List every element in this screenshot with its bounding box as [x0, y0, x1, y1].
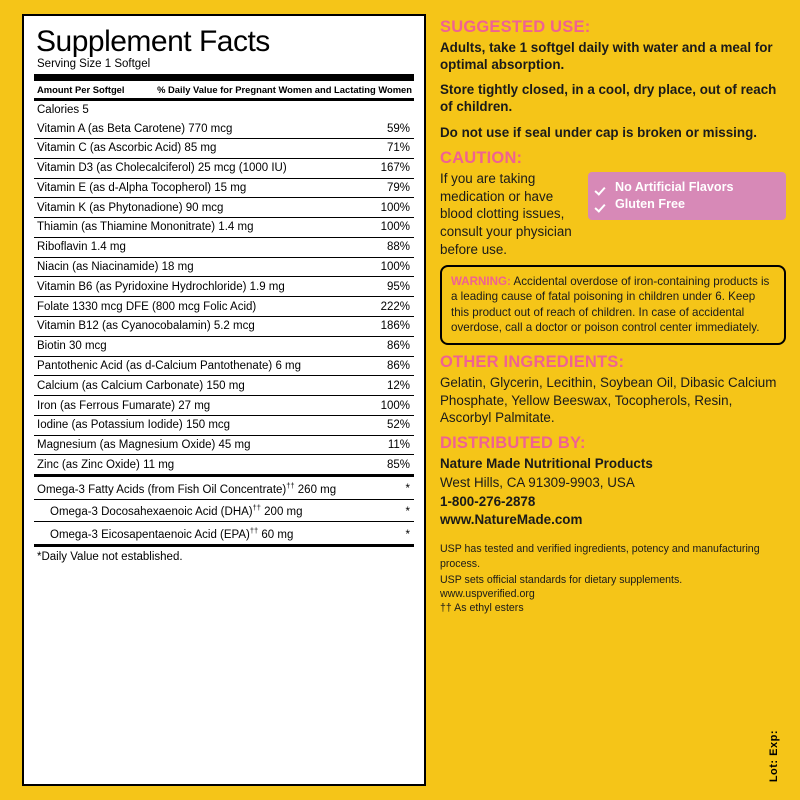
phone-number[interactable]: 1-800-276-2878 [440, 493, 536, 509]
nutrient-name: Pantothenic Acid (as d-Calcium Pantothenate) 6 mg [34, 356, 361, 376]
table-row [34, 415, 414, 435]
nutrient-name: Vitamin D3 (as Cholecalciferol) 25 mcg (1000 IU) [34, 158, 361, 178]
omega-name: Omega-3 Eicosapentaenoic Acid (EPA)†† 60 mg [34, 522, 361, 544]
nutrient-name: Vitamin K (as Phytonadione) 90 mcg [34, 198, 361, 218]
table-row [34, 198, 414, 218]
amount-header: Amount Per Softgel [37, 84, 125, 96]
caution-block [440, 170, 786, 259]
divider-thick [34, 74, 414, 81]
nutrient-table [34, 119, 414, 474]
calories-row: Calories 5 [37, 104, 89, 117]
nutrient-name: Vitamin E (as d-Alpha Tocopherol) 15 mg [34, 178, 361, 198]
omega-daily-value: * [361, 522, 414, 544]
serving-size: Serving Size 1 Softgel [37, 58, 151, 71]
nutrient-name: Vitamin B6 (as Pyridoxine Hydrochloride) 1.9 mg [34, 277, 361, 297]
nutrient-daily-value: 186% [361, 317, 414, 337]
suggested-use-heading: SUGGESTED USE: [440, 18, 591, 36]
table-row [34, 178, 414, 198]
table-row [34, 257, 414, 277]
table-row [34, 376, 414, 396]
table-row [34, 336, 414, 356]
ethyl-esters-note: †† As ethyl esters [440, 602, 524, 615]
nutrient-name: Iron (as Ferrous Fumarate) 27 mg [34, 396, 361, 416]
lot-label: Lot: [768, 759, 781, 782]
table-header-row [34, 81, 414, 98]
page-title: Supplement Facts [36, 25, 270, 58]
caution-text: If you are taking medication or have blood clotting issues, consult your physician before use. [440, 170, 572, 258]
table-row [34, 455, 414, 474]
suggested-use-text: Adults, take 1 softgel daily with water and a meal for optimal absorption. [440, 40, 773, 73]
distributed-by-heading: DISTRIBUTED BY: [440, 434, 586, 453]
table-row [34, 119, 414, 138]
omega-name: Omega-3 Fatty Acids (from Fish Oil Concentrate)†† 260 mg [37, 480, 337, 496]
table-row [34, 218, 414, 238]
badge-line-2 [596, 196, 776, 213]
nutrient-daily-value: 86% [361, 336, 414, 356]
distributor-name: Nature Made Nutritional Products [440, 456, 653, 472]
nutrient-daily-value: 100% [361, 198, 414, 218]
table-row [34, 138, 414, 158]
table-row [34, 317, 414, 337]
omega-name: Omega-3 Docosahexaenoic Acid (DHA)†† 200 mg [34, 499, 361, 522]
usp-text-1: USP has tested and verified ingredients, potency and manufacturing process. [440, 543, 760, 570]
daily-value-header: % Daily Value for Pregnant Women and Lactating Women [157, 84, 412, 96]
usp-text-2: USP sets official standards for dietary supplements. [440, 573, 683, 586]
table-row [34, 356, 414, 376]
website-link[interactable]: www.NatureMade.com [440, 512, 583, 528]
omega-daily-value: * [405, 483, 410, 496]
nutrient-daily-value: 100% [361, 257, 414, 277]
table-row [34, 297, 414, 317]
nutrient-name: Calcium (as Calcium Carbonate) 150 mg [34, 376, 361, 396]
omega-table [34, 477, 414, 544]
lot-exp-block [766, 730, 784, 782]
table-row [34, 435, 414, 455]
nutrient-daily-value: 85% [361, 455, 414, 474]
warning-text: Accidental overdose of iron-containing products is a leading cause of fatal poisoning in children under 6. Keep this product out of reach of children. In case of accidental overdose, call a doctor or poison control center immediately. [451, 274, 770, 334]
badge-label-gluten-free: Gluten Free [615, 196, 685, 211]
other-ingredients-text: Gelatin, Glycerin, Lecithin, Soybean Oil, Dibasic Calcium Phosphate, Yellow Beeswax, Tocopherols, Resin, Ascorbyl Palmitate. [440, 375, 777, 425]
nutrient-daily-value: 100% [361, 218, 414, 238]
nutrient-name: Magnesium (as Magnesium Oxide) 45 mg [34, 435, 361, 455]
check-icon [596, 181, 608, 193]
storage-text: Store tightly closed, in a cool, dry place, out of reach of children. [440, 82, 777, 115]
nutrient-daily-value: 95% [361, 277, 414, 297]
nutrient-daily-value: 86% [361, 356, 414, 376]
distributor-address: West Hills, CA 91309-9903, USA [440, 474, 635, 490]
nutrient-daily-value: 11% [361, 435, 414, 455]
nutrient-daily-value: 52% [361, 415, 414, 435]
table-row [34, 237, 414, 257]
nutrient-name: Iodine (as Potassium Iodide) 150 mcg [34, 415, 361, 435]
claims-badge [588, 172, 786, 220]
nutrient-name: Vitamin B12 (as Cyanocobalamin) 5.2 mcg [34, 317, 361, 337]
footnote: *Daily Value not established. [37, 551, 183, 564]
info-column [440, 14, 786, 786]
nutrient-daily-value: 79% [361, 178, 414, 198]
nutrient-daily-value: 59% [386, 122, 410, 135]
nutrient-name: Vitamin C (as Ascorbic Acid) 85 mg [34, 138, 361, 158]
table-row [34, 396, 414, 416]
nutrient-name: Zinc (as Zinc Oxide) 11 mg [34, 455, 361, 474]
badge-label-no-artificial-flavors: No Artificial Flavors [615, 179, 734, 194]
nutrient-name: Niacin (as Niacinamide) 18 mg [34, 257, 361, 277]
nutrient-name: Biotin 30 mcg [34, 336, 361, 356]
nutrient-daily-value: 222% [361, 297, 414, 317]
table-row [34, 522, 414, 544]
nutrient-daily-value: 71% [361, 138, 414, 158]
warning-label: WARNING: [451, 274, 511, 288]
nutrient-name: Vitamin A (as Beta Carotene) 770 mcg [37, 122, 233, 135]
table-row [34, 277, 414, 297]
iron-warning-box [440, 265, 786, 345]
nutrient-daily-value: 88% [361, 237, 414, 257]
nutrient-daily-value: 167% [361, 158, 414, 178]
check-icon [596, 198, 608, 210]
nutrient-daily-value: 12% [361, 376, 414, 396]
nutrient-name: Folate 1330 mcg DFE (800 mcg Folic Acid) [34, 297, 361, 317]
badge-line-1 [596, 179, 776, 196]
nutrient-daily-value: 100% [361, 396, 414, 416]
supplement-facts-panel [22, 14, 426, 786]
table-row [34, 158, 414, 178]
nutrient-name: Riboflavin 1.4 mg [34, 237, 361, 257]
seal-warning-text: Do not use if seal under cap is broken or missing. [440, 124, 757, 140]
caution-heading: CAUTION: [440, 148, 523, 167]
other-ingredients-heading: OTHER INGREDIENTS: [440, 353, 625, 372]
exp-label: Exp: [768, 729, 781, 756]
usp-site-link[interactable]: www.uspverified.org [440, 588, 535, 601]
table-row [34, 499, 414, 522]
nutrient-name: Thiamin (as Thiamine Mononitrate) 1.4 mg [34, 218, 361, 238]
table-row [34, 477, 414, 499]
omega-daily-value: * [361, 499, 414, 522]
